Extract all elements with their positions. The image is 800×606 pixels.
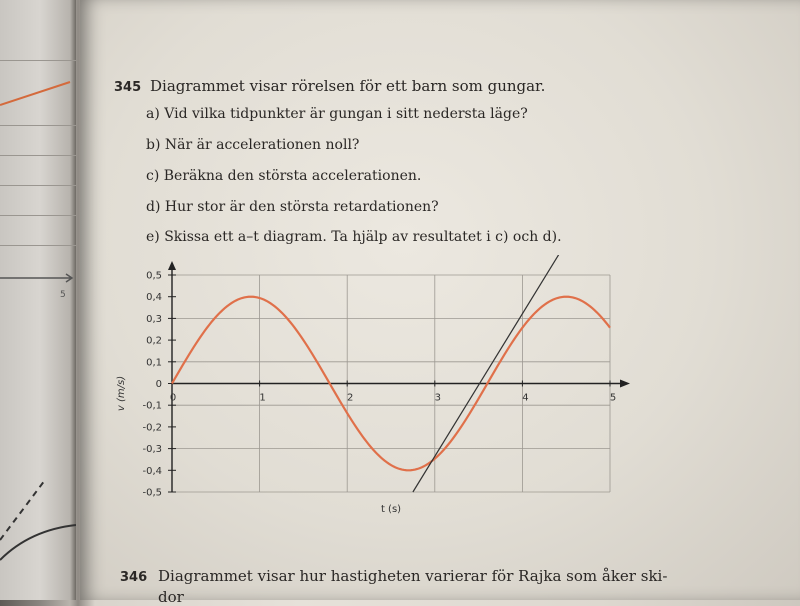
y-tick-label: -0,4	[142, 465, 162, 477]
y-axis-ticks	[142, 271, 176, 499]
x-axis-label: t (s)	[380, 504, 402, 515]
problem-346-text: Diagrammet visar hur hastigheten varierar för Rajka som åker ski-	[158, 567, 668, 585]
y-tick-label: 0	[155, 379, 162, 390]
x-tick-label: 4	[522, 392, 529, 404]
x-tick-label: 2	[347, 392, 354, 404]
left-page-tick: 5	[60, 290, 66, 300]
velocity-time-chart	[100, 255, 660, 525]
question-c: c) Beräkna den största accelerationen.	[146, 168, 422, 184]
left-axis-arrow	[0, 268, 76, 288]
rule-line	[0, 215, 76, 216]
y-tick-label: 0,4	[146, 292, 162, 304]
x-axis-arrow	[620, 380, 630, 388]
rule-line	[0, 125, 76, 126]
problem-intro: Diagrammet visar rörelsen för ett barn som gungar.	[150, 77, 546, 95]
rule-line	[0, 60, 76, 61]
question-a: a) Vid vilka tidpunkter är gungan i sitt nedersta läge?	[146, 106, 528, 122]
question-b: b) När är accelerationen noll?	[146, 137, 360, 153]
x-tick-label: 3	[434, 392, 441, 404]
rule-line	[0, 245, 76, 246]
chart-axes	[168, 261, 630, 492]
y-tick-label: -0,2	[142, 422, 162, 434]
problem-346-text-cont: dor	[158, 588, 184, 606]
left-graph-fragment	[0, 70, 76, 110]
left-graph-fragment-bottom	[0, 470, 76, 600]
x-tick-label: 0	[169, 392, 177, 404]
rule-line	[0, 155, 76, 156]
y-tick-label: -0,1	[142, 400, 162, 412]
y-tick-label: 0,1	[146, 357, 162, 369]
y-tick-label: 0,3	[146, 313, 162, 325]
x-tick-label: 1	[259, 392, 266, 404]
y-tick-label: 0,2	[146, 335, 162, 347]
x-tick-label: 5	[609, 392, 617, 404]
problem-number-346: 346	[120, 570, 148, 585]
problem-number: 345	[114, 80, 142, 95]
question-e: e) Skissa ett a–t diagram. Ta hjälp av resultatet i c) och d).	[146, 229, 562, 245]
rule-line	[0, 185, 76, 186]
y-tick-label: 0,5	[146, 270, 162, 282]
y-axis-label: v (m/s)	[116, 375, 127, 412]
y-axis-arrow	[168, 261, 176, 270]
question-d: d) Hur stor är den största retardationen?	[146, 199, 439, 215]
y-tick-label: -0,3	[142, 444, 162, 456]
y-tick-label: -0,5	[142, 487, 162, 499]
left-page-edge	[0, 0, 76, 600]
